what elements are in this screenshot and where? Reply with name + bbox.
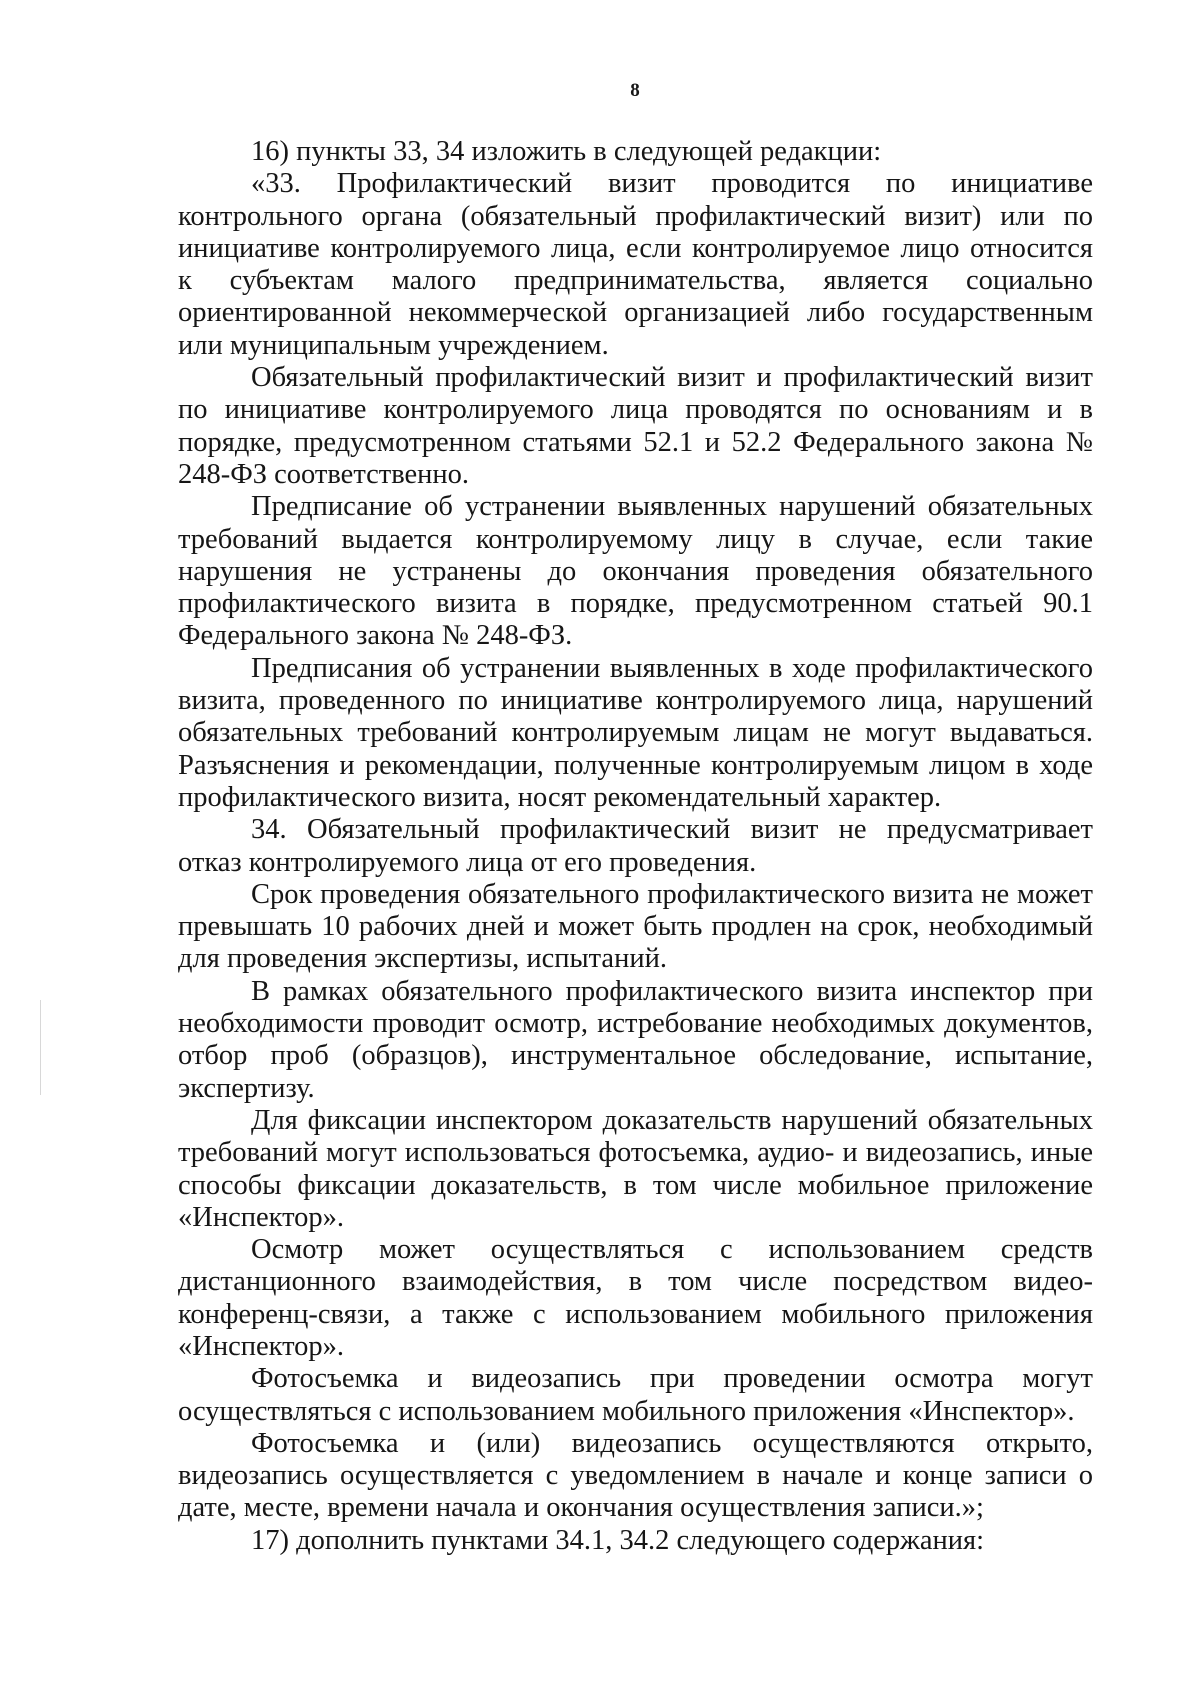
paragraph-34-actions: В рамках обязательного профилактического визита инспектор при необходимости проводит осмотр, истребование необходимых документов, отбор проб (образцов), инструментальное обследование, испытание, экспертизу. [178,975,1093,1104]
paragraph-33-prescription: Предписание об устранении выявленных нарушений обязательных требований выдается контролируемому лицу в случае, если такие нарушения не устранены до окончания проведения обязательного профилактического визита в порядке, предусмотренном статьей 90.1 Федерального закона № 248-ФЗ. [178,491,1093,652]
paragraph-34-evidence: Для фиксации инспектором доказательств нарушений обязательных требований могут использоваться фотосъемка, аудио- и видеозапись, иные способы фиксации доказательств, в том числе мобильное приложение «Инспектор». [178,1104,1093,1233]
page-number: 8 [630,80,640,101]
paragraph-34-open-recording: Фотосъемка и (или) видеозапись осуществляются открыто, видеозапись осуществляется с уведомлением в начале и конце записи о дате, месте, времени начала и окончания осуществления записи.»; [178,1427,1093,1524]
paragraph-34-photo-video: Фотосъемка и видеозапись при проведении осмотра могут осуществляться с использованием мобильного приложения «Инспектор». [178,1363,1093,1427]
paragraph-33-intro: «33. Профилактический визит проводится по инициативе контрольного органа (обязательный профилактический визит) или по инициативе контролируемого лица, если контролируемое лицо относится к субъектам малого предпринимательства, является социально ориентированной некоммерческой организацией либо государственным или муниципальным учреждением. [178,168,1093,361]
document-body [178,136,1093,1557]
paragraph-amendment-17: 17) дополнить пунктами 34.1, 34.2 следующего содержания: [251,1524,984,1556]
paragraph-33-recommendations: Предписания об устранении выявленных в ходе профилактического визита, проведенного по инициативе контролируемого лица, нарушений обязательных требований контролируемым лицам не могут выдаваться. Разъяснения и рекомендации, полученные контролируемым лицом в ходе профилактического визита, носят рекомендательный характер. [178,652,1093,813]
scan-edge-mark [40,1000,41,1095]
paragraph-34-remote-inspection: Осмотр может осуществляться с использованием средств дистанционного взаимодействия, в том числе посредством видео-конференц-связи, а также с использованием мобильного приложения «Инспектор». [178,1234,1093,1362]
paragraph-34-no-refusal: 34. Обязательный профилактический визит не предусматривает отказ контролируемого лица от его проведения. [178,814,1093,878]
paragraph-amendment-16: 16) пункты 33, 34 изложить в следующей редакции: [251,136,882,167]
paragraph-33-grounds: Обязательный профилактический визит и профилактический визит по инициативе контролируемого лица проводятся по основаниям и в порядке, предусмотренном статьями 52.1 и 52.2 Федерального закона № 248-ФЗ соответственно. [178,362,1093,490]
paragraph-34-term: Срок проведения обязательного профилактического визита не может превышать 10 рабочих дней и может быть продлен на срок, необходимый для проведения экспертизы, испытаний. [178,878,1093,975]
